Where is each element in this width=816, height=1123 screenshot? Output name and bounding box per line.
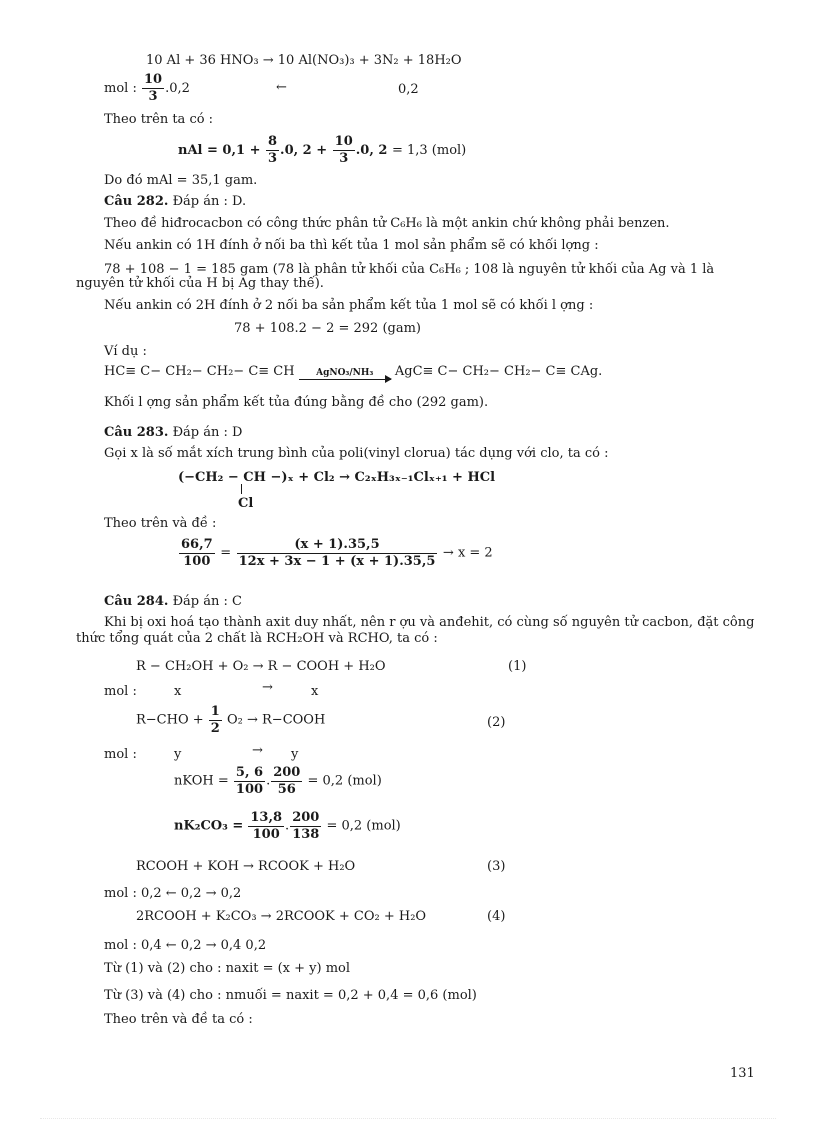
- reaction-al-hno3: 10 Al + 36 HNO₃ → 10 Al(NO₃)₃ + 3N₂ + 18H₂O: [146, 53, 462, 68]
- para-282-3: 78 + 108 − 1 = 185 gam (78 là phân tử khối của C₆H₆ ; 108 là nguyên tử khối của Ag và 1 là: [104, 262, 715, 277]
- text-vi-du: Ví dụ :: [104, 344, 147, 359]
- reaction-1: R − CH₂OH + O₂ → R − COOH + H₂O: [136, 659, 386, 674]
- formula-nal: nAl = 0,1 + $\frac{8}{3}$ .0, 2 + $\frac{10}{3}$ .0, 2 = 1,3 (mol): [178, 134, 467, 166]
- calc-292: 78 + 108.2 − 2 = 292 (gam): [234, 321, 421, 336]
- reaction-4: 2RCOOH + K₂CO₃ → 2RCOOK + CO₂ + H₂O: [136, 909, 427, 924]
- fraction: $\frac{10}{3}$: [143, 72, 163, 104]
- mol-x: x: [174, 684, 182, 699]
- mol-y: y: [174, 747, 182, 762]
- formula-nkoh: nKOH = $\frac{5, 6}{100}$ . $\frac{200}{56}$ = 0,2 (mol): [174, 765, 382, 797]
- question-283: Câu 283. Đáp án : D: [104, 425, 243, 440]
- reaction-3-number: (3): [487, 859, 506, 874]
- equation-x: $\frac{66,7}{100}$ = $\frac{(x + 1).35,5}{12x + 3x - 1 + (x + 1).35,5}$ → x = 2: [181, 537, 493, 569]
- mol-y-2: y: [291, 747, 299, 762]
- mol-value: 0,2: [398, 82, 419, 97]
- reaction-3: RCOOH + KOH → RCOOK + H₂O: [136, 859, 356, 874]
- para-283-1: Gọi x là số mắt xích trung bình của poli(vinyl clorua) tác dụng với clo, ta có :: [104, 446, 609, 461]
- text-tu-3-4: Từ (3) và (4) cho : nmuối = naxit = 0,2 + 0,4 = 0,6 (mol): [104, 988, 477, 1003]
- reaction-pvc-cl2: (−CH₂ − CH −)ₓ + Cl₂ → C₂ₓH₃ₓ₋₁Clₓ₊₁ + HCl: [178, 470, 496, 485]
- page-number: 131: [730, 1066, 755, 1081]
- arrow-left-icon: ←: [276, 80, 287, 95]
- para-282-4: Nếu ankin có 2H đính ở 2 nối ba sản phẩm kết tủa 1 mol sẽ có khối l ợng :: [104, 298, 594, 313]
- para-284-1: Khi bị oxi hoá tạo thành axit duy nhất, nên r ợu và anđehit, có cùng số nguyên tử cacbon, đặt công: [104, 615, 755, 630]
- reaction-arrow-icon: AgNO₃/NH₃: [299, 368, 391, 380]
- mol-line-4: mol : 0,4 ← 0,2 → 0,4 0,2: [104, 938, 267, 953]
- text-theo-tren: Theo trên ta có :: [104, 112, 214, 127]
- mol-label-1: mol :: [104, 684, 137, 699]
- reaction-ankin-agno3: HC≡ C− CH₂− CH₂− C≡ CH AgNO₃/NH₃ AgC≡ C− CH₂− CH₂− C≡ CAg.: [104, 364, 603, 379]
- mol-line-3: mol : 0,2 ← 0,2 → 0,2: [104, 886, 242, 901]
- arrow-right-icon: →: [252, 743, 263, 758]
- reaction-2: R−CHO + $\frac{1}{2}$ O₂ → R−COOH: [136, 704, 326, 736]
- formula-nk2co3: nK₂CO₃ = $\frac{13,8}{100}$ . $\frac{200}{138}$ = 0,2 (mol): [174, 810, 401, 842]
- bond-line: [241, 484, 243, 494]
- reaction-4-number: (4): [487, 909, 506, 924]
- text-theo-tren-de-ta-co: Theo trên và đề ta có :: [104, 1012, 253, 1027]
- para-282-5: Khối l ợng sản phẩm kết tủa đúng bằng đề cho (292 gam).: [104, 395, 489, 410]
- reaction-1-number: (1): [508, 659, 527, 674]
- arrow-right-icon: →: [262, 680, 273, 695]
- text-tu-1-2: Từ (1) và (2) cho : naxit = (x + y) mol: [104, 961, 351, 976]
- reaction-2-number: (2): [487, 715, 506, 730]
- footer-divider: [40, 1118, 776, 1119]
- mol-label-2: mol :: [104, 747, 137, 762]
- mol-line-1: mol : $\frac{10}{3}$ .0,2: [104, 72, 190, 104]
- para-282-1: Theo đề hiđrocacbon có công thức phân tử C₆H₆ là một ankin chứ không phải benzen.: [104, 216, 670, 231]
- para-282-2: Nếu ankin có 1H đính ở nối ba thì kết tủa 1 mol sản phẩm sẽ có khối lợng :: [104, 238, 599, 253]
- para-284-1b: thức tổng quát của 2 chất là RCH₂OH và RCHO, ta có :: [76, 631, 438, 646]
- para-282-3b: nguyên tử khối của H bị Ag thay thế).: [76, 276, 324, 291]
- substituent-cl: Cl: [238, 496, 254, 511]
- mol-x-2: x: [311, 684, 319, 699]
- question-282: Câu 282. Đáp án : D.: [104, 194, 247, 209]
- mol-label: mol :: [104, 81, 137, 96]
- text-do-do: Do đó mAl = 35,1 gam.: [104, 173, 258, 188]
- question-284: Câu 284. Đáp án : C: [104, 594, 242, 609]
- text-theo-tren-de: Theo trên và đề :: [104, 516, 217, 531]
